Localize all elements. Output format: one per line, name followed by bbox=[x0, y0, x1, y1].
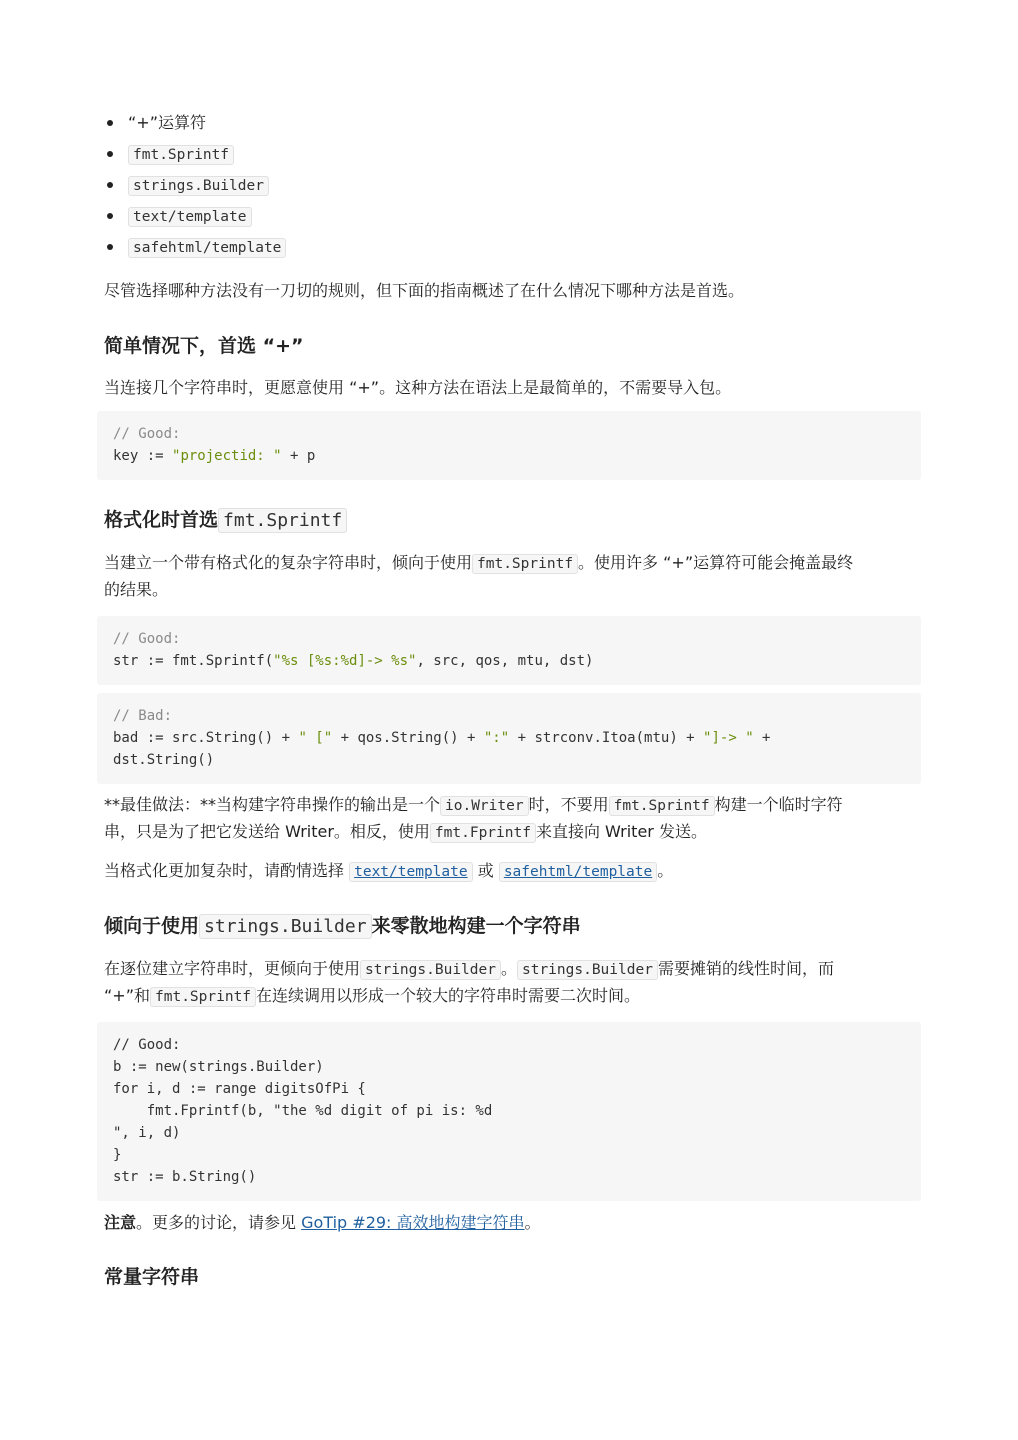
inline-code: io.Writer bbox=[440, 796, 529, 816]
bullet-dot bbox=[107, 151, 113, 157]
inline-code: fmt.Fprintf bbox=[430, 823, 536, 843]
inline-code: fmt.Sprintf bbox=[609, 796, 715, 816]
bullet-dot bbox=[107, 213, 113, 219]
bullet-dot bbox=[107, 244, 113, 250]
template-paragraph: 当格式化更加复杂时，请酌情选择 text/template 或 safehtml/template 。 bbox=[104, 861, 674, 880]
section-heading-plus: 简单情况下，首选 “+” bbox=[104, 335, 304, 357]
safehtml-template-link[interactable]: safehtml/template bbox=[499, 861, 657, 880]
best-practice-paragraph: **最佳做法：**当构建字符串操作的输出是一个 io.Writer 时，不要用 fmt.Sprintf 构建一个临时字符 bbox=[104, 795, 843, 814]
code-string: "%s [%s:%d]-> %s" bbox=[273, 653, 417, 669]
code-text: // Good: b := new(strings.Builder) for i, d := range digitsOfPi { fmt.Fprintf(b, "the %d digit of pi is: %d ", i, d) } str := b.String() bbox=[113, 1037, 493, 1185]
code-comment: // Good: bbox=[113, 631, 181, 647]
text-template-link[interactable]: text/template bbox=[349, 861, 473, 880]
code-comment: // Good: bbox=[113, 426, 181, 442]
code-block-good-plus bbox=[97, 411, 921, 480]
list-item: fmt.Sprintf bbox=[128, 143, 234, 166]
inline-code: strings.Builder bbox=[360, 960, 501, 980]
section-paragraph: 在逐位建立字符串时，更倾向于使用 strings.Builder 。 strings.Builder 需要摊销的线性时间，而 bbox=[104, 959, 834, 978]
code-block-good-sprintf: // Good: str := fmt.Sprintf("%s [%s:%d]-> %s", src, qos, mtu, dst) bbox=[97, 616, 921, 685]
list-item: strings.Builder bbox=[128, 174, 269, 197]
section-heading-constant: 常量字符串 bbox=[104, 1266, 200, 1288]
section-paragraph-cont: 的结果。 bbox=[104, 580, 169, 599]
code-block-builder bbox=[97, 1022, 921, 1201]
code-text: + p bbox=[281, 448, 316, 464]
intro-paragraph: 尽管选择哪种方法没有一刀切的规则，但下面的指南概述了在什么情况下哪种方法是首选。 bbox=[104, 281, 745, 300]
best-practice-paragraph-cont: 串，只是为了把它发送给 Writer。相反，使用 fmt.Fprintf 来直接向 Writer 发送。 bbox=[104, 822, 707, 841]
bullet-dot bbox=[107, 120, 113, 126]
note-paragraph: 注意。更多的讨论，请参见 GoTip #29: 高效地构建字符串。 bbox=[104, 1213, 541, 1232]
code-text: key := bbox=[113, 448, 173, 464]
section-heading-builder: 倾向于使用 strings.Builder 来零散地构建一个字符串 bbox=[104, 915, 581, 937]
code-comment: // Bad: bbox=[113, 708, 173, 724]
section-paragraph-cont: “+”和 fmt.Sprintf 在连续调用以形成一个较大的字符串时需要二次时间。 bbox=[104, 986, 641, 1005]
inline-code: fmt.Sprintf bbox=[150, 987, 256, 1007]
inline-code: fmt.Sprintf bbox=[218, 508, 347, 533]
inline-code: strings.Builder bbox=[199, 914, 372, 939]
list-item: safehtml/template bbox=[128, 236, 286, 259]
inline-code: fmt.Sprintf bbox=[472, 554, 578, 574]
code-string: "projectid: " bbox=[172, 448, 282, 464]
section-heading-sprintf: 格式化时首选 fmt.Sprintf bbox=[104, 505, 347, 536]
inline-code: strings.Builder bbox=[517, 960, 658, 980]
list-item: “+”运算符 bbox=[128, 113, 206, 132]
list-item: text/template bbox=[128, 205, 252, 228]
code-block-bad-concat: // Bad: bad := src.String() + " [" + qos.String() + ":" + strconv.Itoa(mtu) + "]-> " + dst.String() bbox=[97, 693, 921, 784]
bullet-dot bbox=[107, 182, 113, 188]
section-paragraph: 当建立一个带有格式化的复杂字符串时，倾向于使用 fmt.Sprintf 。使用许多 “+”运算符可能会掩盖最终 bbox=[104, 553, 854, 572]
gotip-link[interactable]: GoTip #29: 高效地构建字符串 bbox=[301, 1213, 525, 1232]
section-paragraph: 当连接几个字符串时，更愿意使用 “+”。这种方法在语法上是最简单的，不需要导入包。 bbox=[104, 378, 732, 397]
